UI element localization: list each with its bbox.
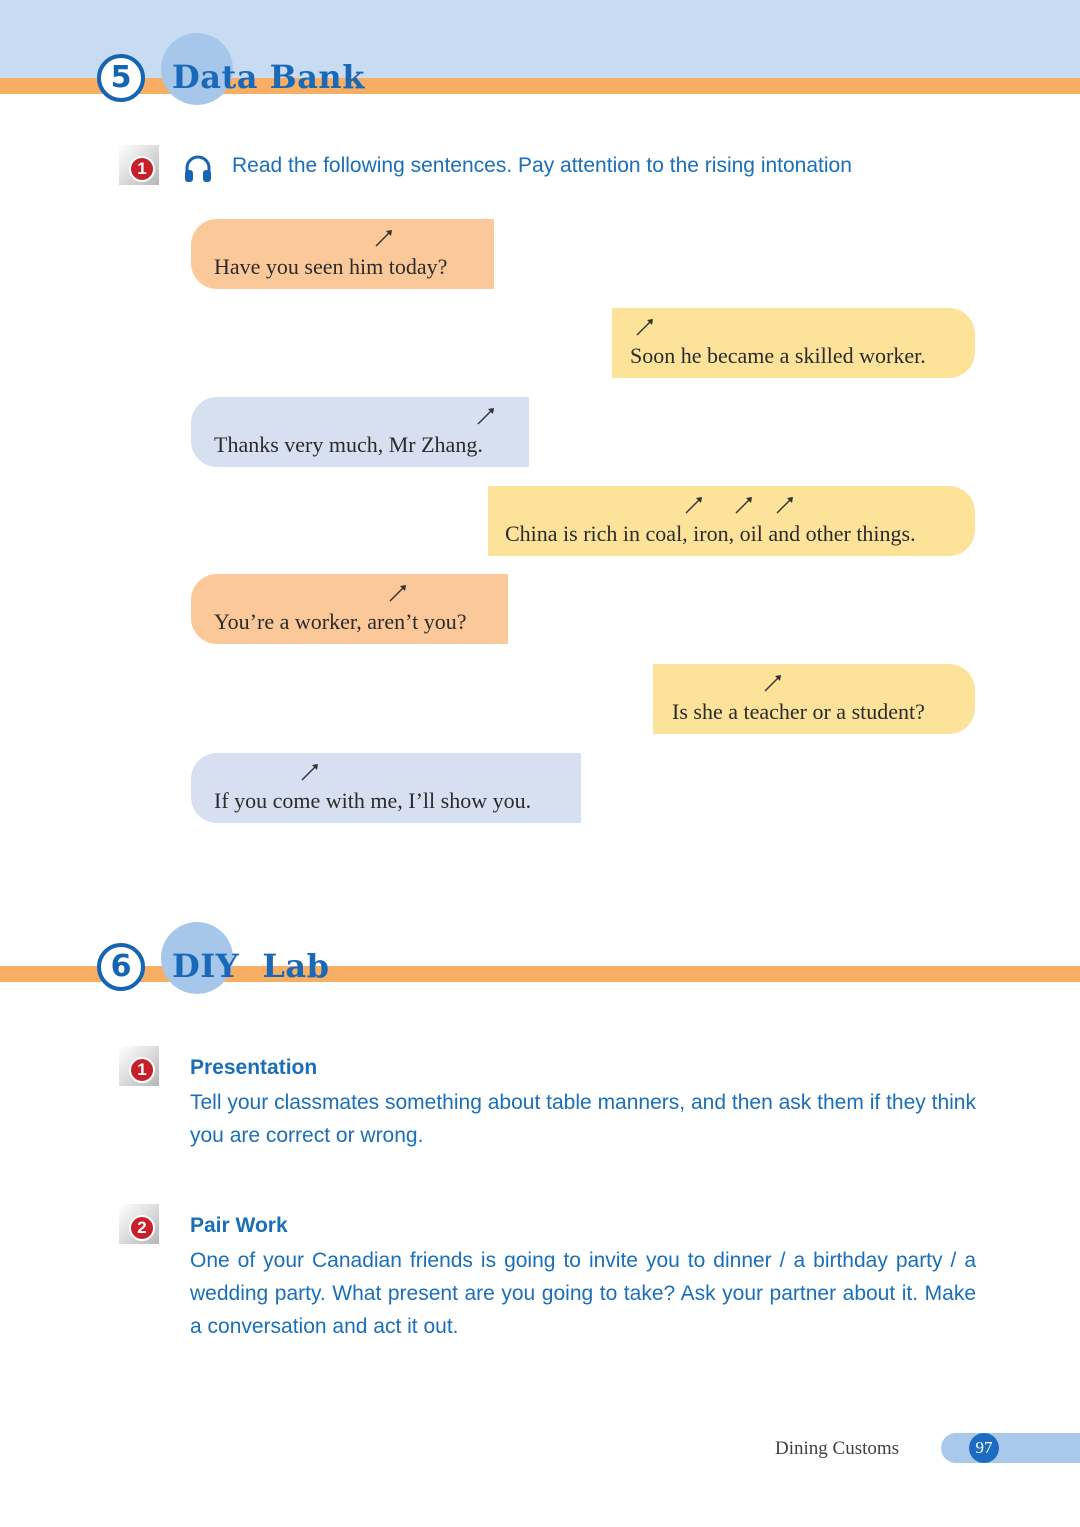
sentence-text: Have you seen him today? <box>214 254 448 279</box>
sentence-text: China is rich in coal, iron, oil and other things. <box>505 521 916 546</box>
rising-intonation-arrow-icon <box>387 582 409 604</box>
sentence-text: Is she a teacher or a student? <box>672 699 925 724</box>
task-text: One of your Canadian friends is going to invite you to dinner / a birthday party / a wedding party. What present are you going to take? Ask your partner about it. Make a conversation and act it out. <box>190 1249 976 1338</box>
task-title: Pair Work <box>190 1214 288 1237</box>
section-title: Data Bank <box>172 58 365 96</box>
sentence-text: If you come with me, I’ll show you. <box>214 788 532 813</box>
rising-intonation-arrow-icon <box>683 494 705 516</box>
sentence-bubble <box>191 574 508 644</box>
headphones-icon <box>183 153 213 185</box>
task-text: Tell your classmates something about table manners, and then ask them if they think you are correct or wrong. <box>190 1091 976 1147</box>
section-number-badge: 6 <box>97 943 145 991</box>
task-number-badge: 2 <box>119 1204 159 1244</box>
task-title: Presentation <box>190 1056 318 1079</box>
footer-bar <box>941 1433 1080 1463</box>
page-number: 97 <box>969 1433 999 1463</box>
sentence-bubble <box>488 486 975 556</box>
sentence-bubble <box>653 664 975 734</box>
rising-intonation-arrow-icon <box>475 405 497 427</box>
section-title: DIY Lab <box>172 947 330 985</box>
rising-intonation-arrow-icon <box>733 494 755 516</box>
sentence-text: Thanks very much, Mr Zhang. <box>214 432 483 457</box>
rising-intonation-arrow-icon <box>299 761 321 783</box>
rising-intonation-arrow-icon <box>762 672 784 694</box>
chapter-name: Dining Customs <box>775 1438 900 1459</box>
rising-intonation-arrow-icon <box>774 494 796 516</box>
sentence-text: You’re a worker, aren’t you? <box>214 609 467 634</box>
exercise-number-badge: 1 <box>119 145 159 185</box>
rising-intonation-arrow-icon <box>373 227 395 249</box>
instruction-text: Read the following sentences. Pay attention to the rising intonation <box>232 154 852 177</box>
sentence-bubble <box>612 308 975 378</box>
section-number-badge: 5 <box>97 54 145 102</box>
sentence-bubble <box>191 219 494 289</box>
rising-intonation-arrow-icon <box>634 316 656 338</box>
sentence-bubble <box>191 753 581 823</box>
sentence-bubble <box>191 397 529 467</box>
sentence-text: Soon he became a skilled worker. <box>630 343 926 368</box>
task-number-badge: 1 <box>119 1046 159 1086</box>
